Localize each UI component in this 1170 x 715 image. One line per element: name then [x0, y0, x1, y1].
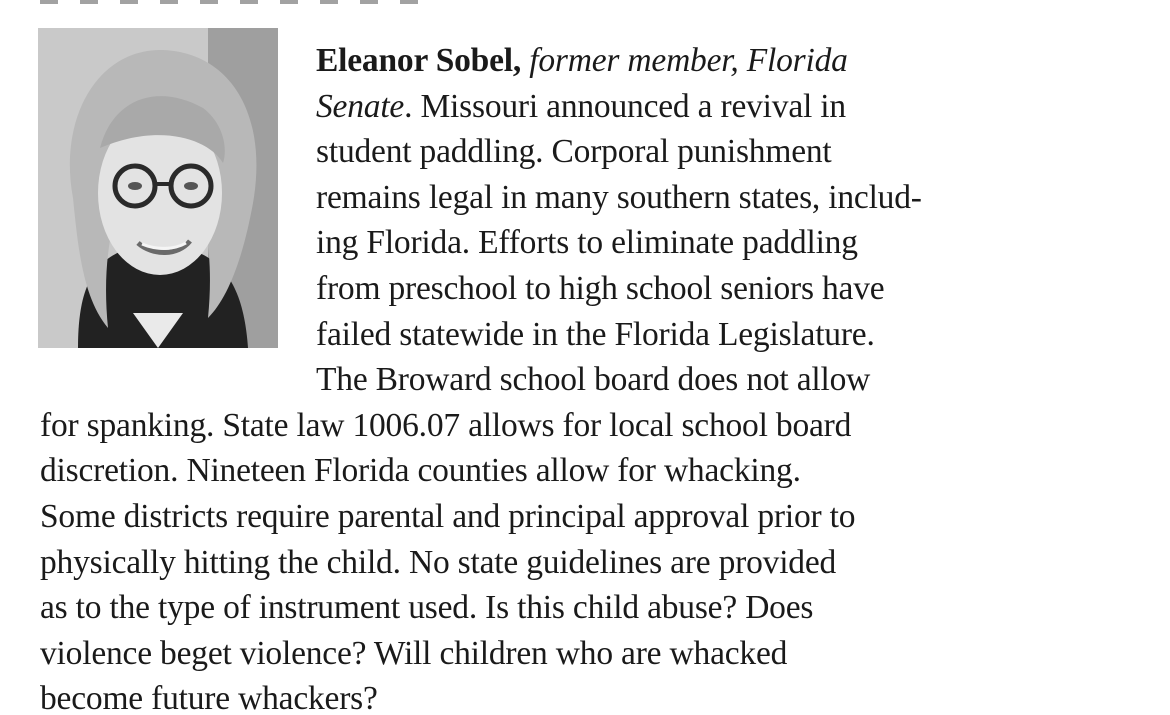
body-text: remains legal in many southern states, includ- — [316, 178, 922, 216]
article-line — [40, 585, 1130, 631]
article-line — [40, 312, 1130, 358]
body-text: violence beget violence? Will children who are whacked — [40, 634, 788, 672]
article-line — [40, 129, 1130, 175]
article-line — [40, 448, 1130, 494]
body-text: become future whackers? — [40, 680, 378, 715]
body-text: failed statewide in the Florida Legislature. — [316, 315, 875, 353]
article-line — [40, 357, 1130, 403]
article-line — [40, 220, 1130, 266]
author-role: Senate — [316, 87, 405, 125]
body-text: for spanking. State law 1006.07 allows for local school board — [40, 406, 852, 444]
body-text: Some districts require parental and principal approval prior to — [40, 497, 856, 535]
article-line — [40, 494, 1130, 540]
article-line — [40, 631, 1130, 677]
body-text: from preschool to high school seniors have — [316, 269, 885, 307]
article-line — [40, 175, 1130, 221]
body-text: student paddling. Corporal punishment — [316, 133, 832, 171]
author-name: Eleanor Sobel, — [316, 42, 522, 79]
article-line — [40, 84, 1130, 130]
article-line — [40, 266, 1130, 312]
article-line — [40, 676, 1130, 715]
author-role: former member, Florida — [521, 42, 848, 79]
body-text: discretion. Nineteen Florida counties allow for whacking. — [40, 452, 801, 490]
body-text: . Missouri announced a revival in — [404, 87, 846, 125]
body-text: ing Florida. Efforts to eliminate paddling — [316, 224, 858, 262]
article-line — [40, 540, 1130, 586]
article-line — [40, 38, 1130, 84]
body-text: physically hitting the child. No state guidelines are provided — [40, 543, 837, 581]
body-text: The Broward school board does not allow — [316, 361, 871, 399]
article-line — [40, 403, 1130, 449]
body-text: as to the type of instrument used. Is this child abuse? Does — [40, 589, 814, 627]
top-rule — [40, 0, 420, 4]
article-text — [40, 38, 1130, 715]
